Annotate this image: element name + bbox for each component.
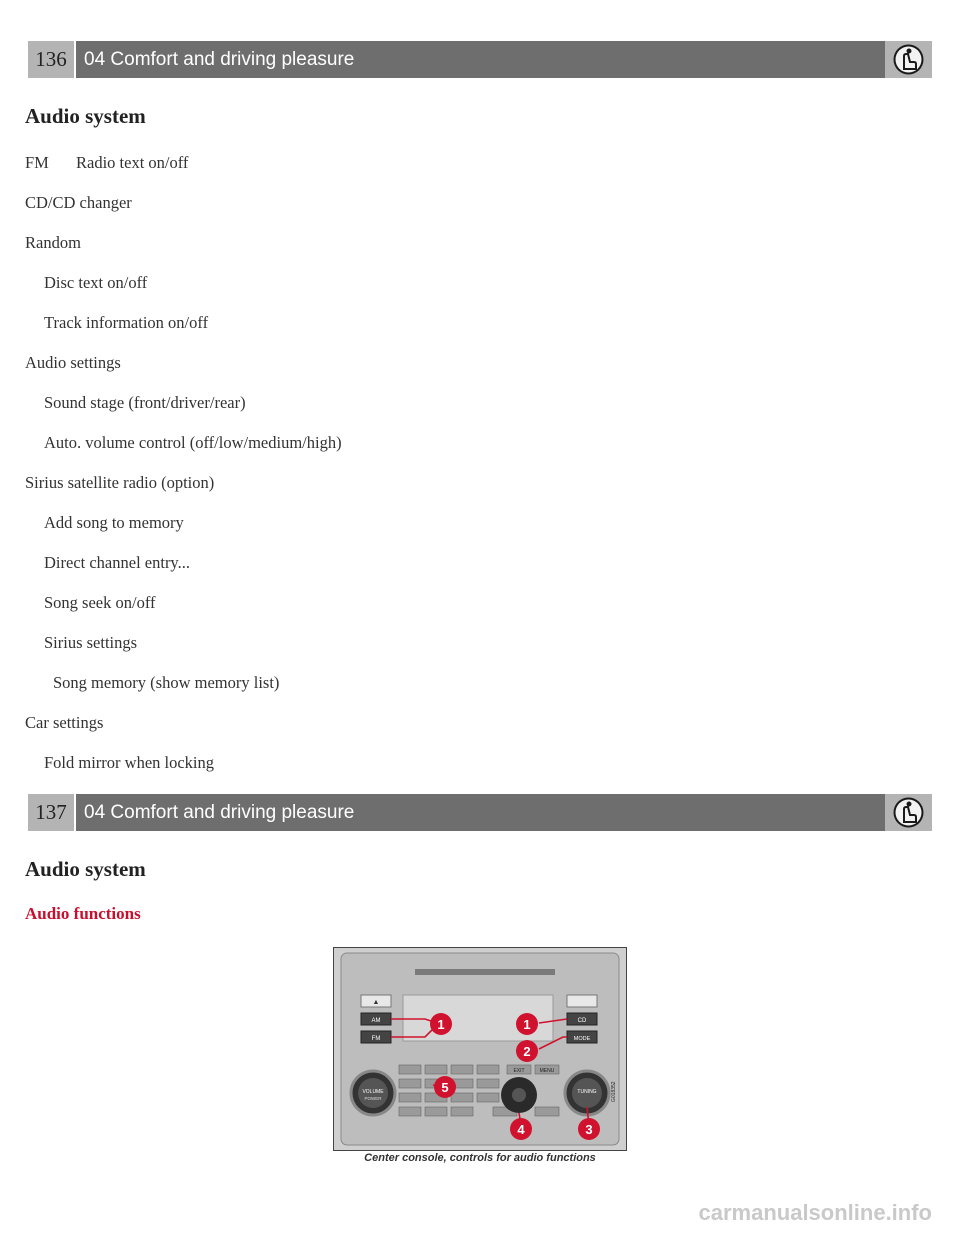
chapter-title: 04 Comfort and driving pleasure <box>84 49 355 70</box>
center-console-figure <box>333 947 627 1151</box>
menu-item: Fold mirror when locking <box>44 753 215 772</box>
fm-button-label: FM <box>371 1036 381 1042</box>
cd-button-label: CD <box>577 1018 587 1024</box>
page-header-136 <box>28 41 932 78</box>
page-number: 137 <box>28 794 74 831</box>
menu-item: Direct channel entry... <box>44 553 190 572</box>
chapter-title: 04 Comfort and driving pleasure <box>84 802 355 823</box>
svg-text:2: 2 <box>523 1044 531 1059</box>
am-button-label: AM <box>371 1018 381 1024</box>
callout-1-right <box>516 1013 538 1035</box>
sub-heading: Audio functions <box>25 904 141 923</box>
menu-item: Auto. volume control (off/low/medium/high) <box>44 433 342 452</box>
fm-label: FM <box>25 153 49 172</box>
page-header-137 <box>28 794 932 831</box>
mode-button-label: MODE <box>573 1036 591 1042</box>
menu-item: Sirius satellite radio (option) <box>25 473 215 492</box>
seat-icon <box>885 41 932 78</box>
figure-caption: Center console, controls for audio functions <box>364 1152 596 1164</box>
menu-item: Sound stage (front/driver/rear) <box>44 393 246 412</box>
menu-item: Song seek on/off <box>44 593 156 612</box>
exit-button-label: EXIT <box>513 1068 525 1074</box>
svg-text:5: 5 <box>441 1080 449 1095</box>
menu-item: Car settings <box>25 713 104 732</box>
svg-text:4: 4 <box>517 1122 525 1137</box>
menu-item: CD/CD changer <box>25 193 132 212</box>
callout-1-left <box>430 1013 452 1035</box>
menu-item: Song memory (show memory list) <box>53 673 280 692</box>
section-heading: Audio system <box>25 104 146 128</box>
power-label: POWER <box>364 1096 382 1101</box>
chapter-bar <box>76 794 932 831</box>
svg-text:1: 1 <box>523 1017 531 1032</box>
figure-code: G018352 <box>611 1081 617 1102</box>
menu-item: Radio text on/off <box>76 153 189 172</box>
tuning-knob-label: TUNING <box>577 1089 597 1095</box>
svg-text:1: 1 <box>437 1017 445 1032</box>
callout-2 <box>516 1040 538 1062</box>
menu-item: Sirius settings <box>44 633 138 652</box>
menu-item: Random <box>25 233 81 252</box>
svg-text:3: 3 <box>585 1122 593 1137</box>
menu-item: Audio settings <box>25 353 121 372</box>
section-heading: Audio system <box>25 857 146 881</box>
menu-button-label: MENU <box>539 1068 555 1074</box>
volume-knob-label: VOLUME <box>362 1089 384 1095</box>
menu-item: Track information on/off <box>44 313 209 332</box>
page-number: 136 <box>28 41 74 78</box>
seat-icon <box>885 794 932 831</box>
watermark: carmanualsonline.info <box>698 1200 932 1225</box>
callout-5 <box>434 1076 456 1098</box>
menu-item: Add song to memory <box>44 513 184 532</box>
callout-3 <box>578 1118 600 1140</box>
callout-4 <box>510 1118 532 1140</box>
chapter-bar <box>76 41 932 78</box>
eject-button-label: ▲ <box>372 999 380 1006</box>
menu-item: Disc text on/off <box>44 273 148 292</box>
